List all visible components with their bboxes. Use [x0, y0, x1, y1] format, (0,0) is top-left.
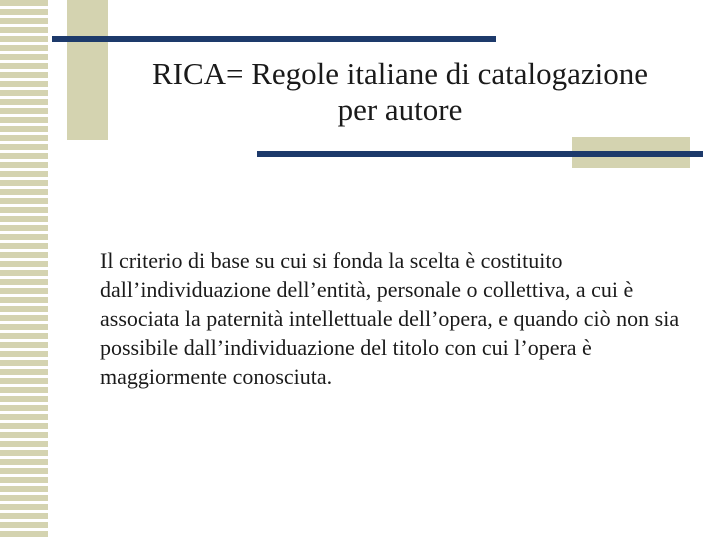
decorative-stripe-band	[0, 0, 50, 540]
slide-title: RICA= Regole italiane di catalogazione per autore	[151, 56, 649, 127]
decorative-bar-bottom	[257, 151, 703, 157]
decorative-block-left	[67, 0, 108, 140]
decorative-bar-top	[52, 36, 496, 42]
slide-body-text: Il criterio di base su cui si fonda la scelta è costituito dall’individuazione dell’entità, personale o collettiva, a cui è associata la paternità intellettuale dell’opera, e quando ciò non sia possibile dall’individuazione del titolo con cui l’opera è maggiormente conosciuta.	[100, 248, 680, 389]
